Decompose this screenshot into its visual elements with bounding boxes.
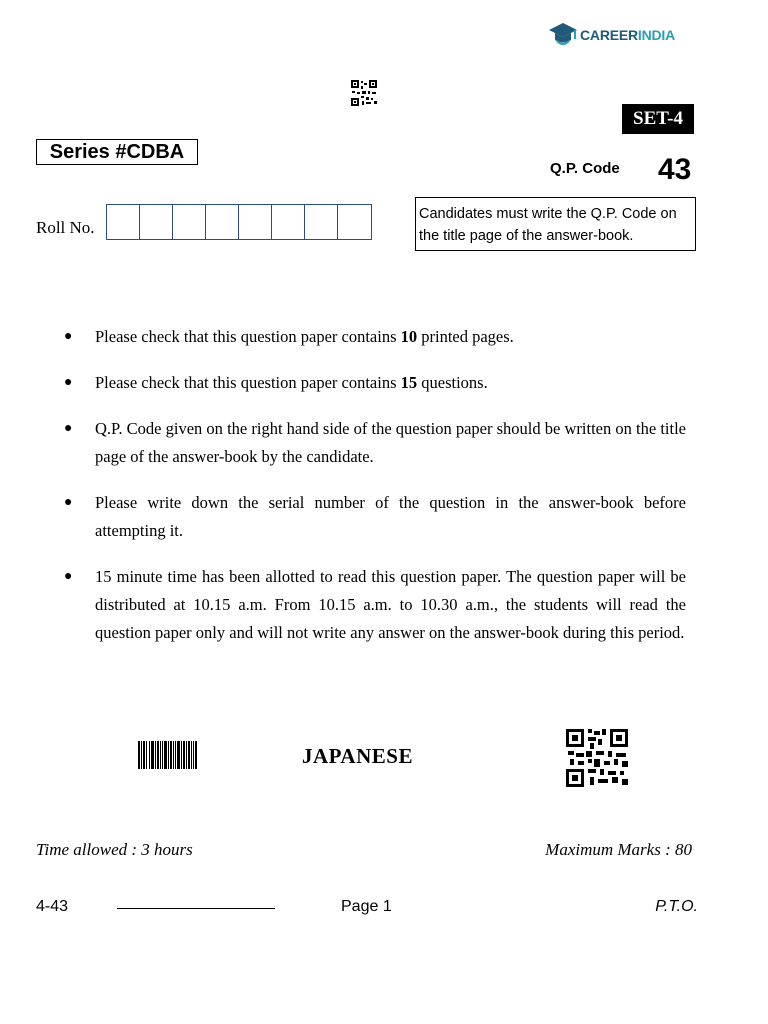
candidates-note-box [415,197,696,251]
footer-divider [117,908,275,909]
bullet-icon: ● [64,329,73,344]
instruction-text: Q.P. Code given on the right hand side of the question paper should be written on the title page of the answer-book by the candidate. [95,419,686,466]
instructions-list [62,323,686,665]
qp-code-label: Q.P. Code [550,160,620,177]
instruction-text: Please check that this question paper contains [95,327,401,346]
instruction-item [62,323,686,351]
subject-title: JAPANESE [302,744,413,768]
bullet-icon: ● [64,421,73,436]
bullet-icon: ● [64,495,73,510]
instruction-bold: 15 [400,373,418,392]
roll-no-label: Roll No. [36,218,95,237]
instruction-bold: 10 [400,327,418,346]
qp-code-value: 43 [658,153,692,186]
footer-page-number: Page 1 [341,898,392,915]
candidates-note-line: Candidates must write the Q.P. Code on [419,206,677,222]
instruction-item [62,563,686,647]
roll-no-cell [206,205,239,239]
instruction-item [62,489,686,545]
roll-no-cell [239,205,272,239]
maximum-marks: Maximum Marks : 80 [545,840,692,859]
instruction-text: 15 minute time has been allotted to read this question paper. The question paper will be distributed at 10.15 a.m. From 10.15 a.m. to 10.30 a.m., the students will read the question paper only and will not write any answer on the answer-book during this period. [95,567,686,642]
roll-no-cell [173,205,206,239]
graduation-cap-icon [548,21,578,49]
roll-no-boxes [106,204,372,240]
footer-code: 4-43 [36,898,69,915]
roll-no-cell [305,205,338,239]
instruction-text: questions. [417,373,488,392]
bullet-icon: ● [64,375,73,390]
qr-code-bottom [566,729,628,787]
roll-no-cell [140,205,173,239]
logo-text-career: CAREER [580,27,638,43]
instruction-text: Please check that this question paper contains [95,373,401,392]
logo-text-india: INDIA [637,27,676,43]
instruction-item [62,415,686,471]
time-allowed: Time allowed : 3 hours [36,840,193,859]
qr-code-top [351,80,377,106]
instruction-text: printed pages. [417,327,514,346]
roll-no-cell [338,205,371,239]
logo-text [580,27,675,43]
barcode [138,741,198,769]
footer-pto: P.T.O. [655,898,698,915]
series-box: Series #CDBA [36,139,198,165]
instruction-item [62,369,686,397]
roll-no-cell [107,205,140,239]
candidates-note-line: the title page of the answer-book. [419,228,634,244]
set-badge: SET-4 [622,104,694,134]
bullet-icon: ● [64,569,73,584]
instruction-text: Please write down the serial number of the question in the answer-book before attempting it. [95,493,686,540]
careerindia-logo [548,20,675,50]
roll-no-cell [272,205,305,239]
